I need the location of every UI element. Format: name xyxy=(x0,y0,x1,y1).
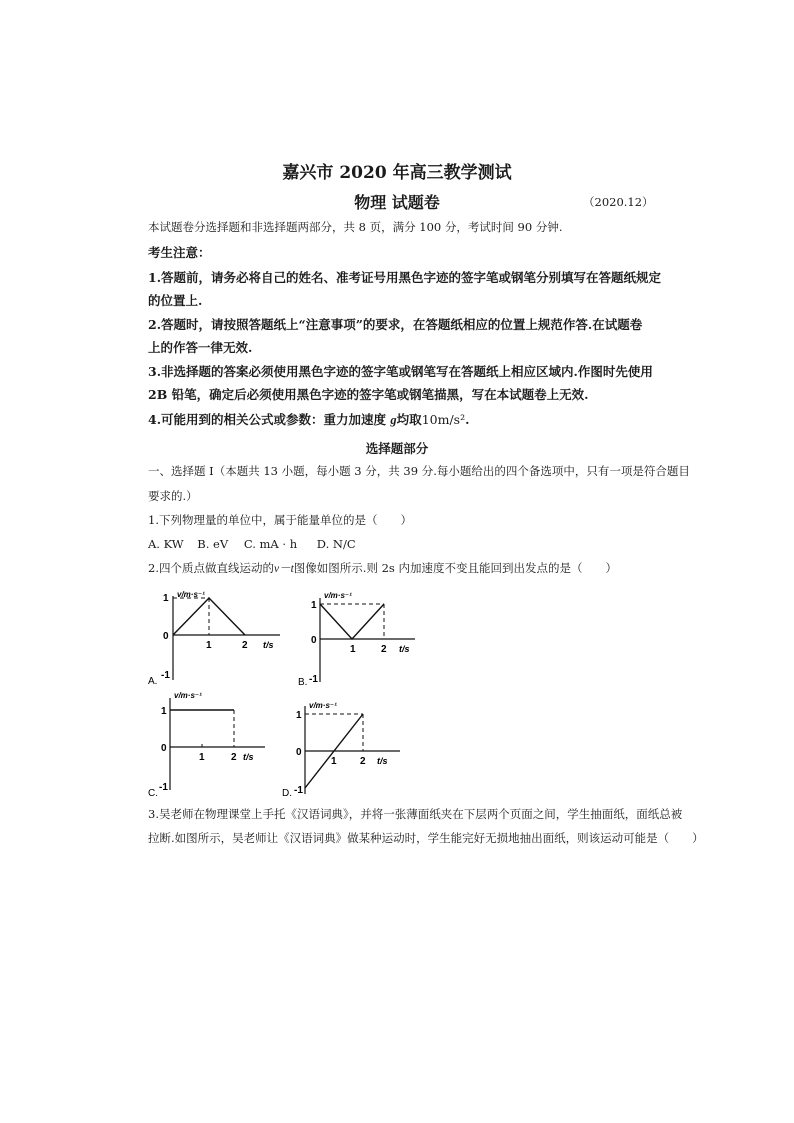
notice-item-1-cont: 的位置上. xyxy=(148,293,203,308)
graph-d-tick-x2: 2 xyxy=(360,756,366,767)
graph-b-y-label: v/m·s⁻¹ xyxy=(324,591,352,600)
q2-stem-before: 2.四个质点做直线运动的 xyxy=(148,561,274,575)
graph-c-tick-1: 1 xyxy=(161,706,167,717)
q1-option-c: C. mA · h xyxy=(243,537,298,551)
graph-b-x-label: t/s xyxy=(399,644,410,654)
section-title: 选择题部分 xyxy=(365,441,429,456)
notice-item-4 xyxy=(148,410,469,428)
q2-stem-var: v－t xyxy=(273,563,294,575)
graph-b xyxy=(295,590,435,690)
graph-b-tick-x2: 2 xyxy=(381,644,387,655)
question-2-stem xyxy=(148,560,617,576)
graph-b-tick-neg1: -1 xyxy=(309,674,318,685)
graph-c-option-label: C. xyxy=(148,788,158,799)
graph-b-tick-x1: 1 xyxy=(350,644,356,655)
graph-b-series xyxy=(320,604,384,639)
notice-item-4-mid: 均取 xyxy=(396,412,422,427)
graph-d-tick-x1: 1 xyxy=(331,756,337,767)
graph-d xyxy=(282,698,425,802)
graph-b-tick-1: 1 xyxy=(311,600,317,611)
question-1-stem: 1.下列物理量的单位中，属于能量单位的是（ ） xyxy=(148,513,412,527)
paper-subtitle: 物理 试题卷 xyxy=(354,193,440,212)
graph-a-tick-x1: 1 xyxy=(206,640,212,651)
notice-item-4-prefix: 4.可能用到的相关公式或参数：重力加速度 xyxy=(148,412,387,427)
graph-c-tick-x1: 1 xyxy=(199,752,205,763)
graph-a-option-label: A. xyxy=(148,676,158,687)
graph-c xyxy=(145,690,285,800)
graph-a-tick-0: 0 xyxy=(163,631,169,642)
part1-instructions-cont: 要求的.） xyxy=(148,489,198,503)
graph-c-tick-0: 0 xyxy=(161,743,167,754)
question-3-stem-cont: 拉断.如图所示，吴老师让《汉语词典》做某种运动时，学生能完好无损地抽出面纸，则该运动可能是（ ） xyxy=(148,831,704,845)
graph-d-tick-0: 0 xyxy=(296,747,302,758)
graph-d-tick-neg1: -1 xyxy=(294,785,303,796)
graph-a-tick-1: 1 xyxy=(163,593,169,604)
notice-item-4-g: g xyxy=(390,413,397,427)
graph-a-y-label: v/m·s⁻¹ xyxy=(177,590,205,599)
notice-item-4-value: 10m/s² xyxy=(421,412,466,427)
notice-heading: 考生注意： xyxy=(148,245,211,260)
exam-date: （2020.12） xyxy=(583,195,654,209)
q1-option-d: D. N/C xyxy=(316,537,356,551)
exam-title: 嘉兴市 2020 年高三教学测试 xyxy=(282,163,512,183)
q1-option-b: B. eV xyxy=(197,537,229,551)
notice-item-4-end: . xyxy=(465,412,470,427)
q2-stem-after: 图像如图所示.则 2s 内加速度不变且能回到出发点的是（ ） xyxy=(293,561,617,575)
part1-instructions: 一、选择题 I（本题共 13 小题，每小题 3 分，共 39 分.每小题给出的四个备选项中，只有一项是符合题目 xyxy=(148,464,690,478)
graph-a-tick-x2: 2 xyxy=(242,640,248,651)
notice-item-3-cont: 2B 铅笔，确定后必须使用黑色字迹的签字笔或钢笔描黑，写在本试题卷上无效. xyxy=(148,387,589,402)
question-3-stem: 3.吴老师在物理课堂上手托《汉语词典》，并将一张薄面纸夹在下层两个页面之间，学生抽面纸，面纸总被 xyxy=(148,807,683,821)
question-1-options xyxy=(148,537,356,551)
notice-item-1: 1.答题前，请务必将自己的姓名、准考证号用黑色字迹的签字笔或钢笔分别填写在答题纸规定 xyxy=(148,270,662,285)
graph-a xyxy=(145,588,285,688)
notice-item-3: 3.非选择题的答案必须使用黑色字迹的签字笔或钢笔写在答题纸上相应区域内.作图时先使用 xyxy=(148,364,653,379)
graph-c-tick-neg1: -1 xyxy=(159,782,168,793)
graph-a-tick-neg1: -1 xyxy=(161,670,170,681)
graph-d-x-label: t/s xyxy=(377,756,388,766)
graph-a-x-label: t/s xyxy=(263,640,274,650)
graph-d-y-label: v/m·s⁻¹ xyxy=(309,701,337,710)
q1-option-a: A. KW xyxy=(148,537,184,551)
notice-item-2: 2.答题时，请按照答题纸上“注意事项”的要求，在答题纸相应的位置上规范作答.在试题卷 xyxy=(148,317,643,332)
intro-text: 本试题卷分选择题和非选择题两部分，共 8 页，满分 100 分，考试时间 90 分钟. xyxy=(148,220,563,234)
graph-c-tick-x2: 2 xyxy=(231,752,237,763)
graph-b-option-label: B. xyxy=(298,677,308,688)
graph-c-y-label: v/m·s⁻¹ xyxy=(174,691,202,700)
graph-c-x-label: t/s xyxy=(243,752,254,762)
graph-d-option-label: D. xyxy=(282,788,292,799)
graph-d-tick-1: 1 xyxy=(296,710,302,721)
graph-b-tick-0: 0 xyxy=(311,635,317,646)
notice-item-2-cont: 上的作答一律无效. xyxy=(148,340,253,355)
